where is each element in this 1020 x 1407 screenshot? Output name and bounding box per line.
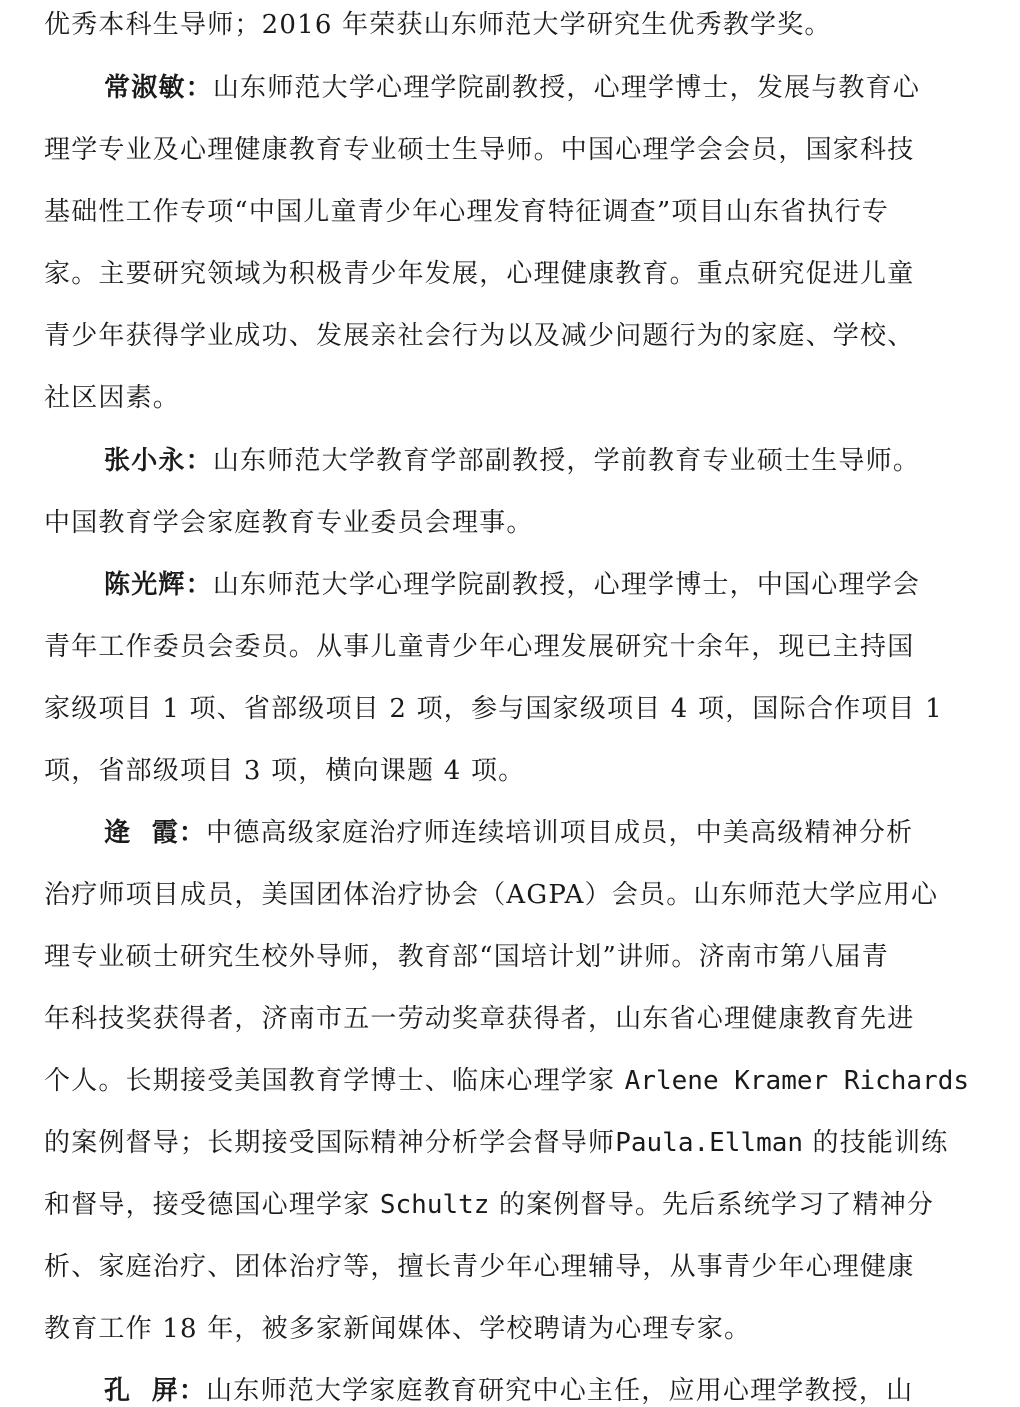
text-line: 年科技奖获得者，济南市五一劳动奖章获得者，山东省心理健康教育先进: [44, 1004, 915, 1034]
bio-paragraph-start: [104, 75, 920, 101]
person-name: 常淑敏：: [104, 73, 213, 103]
bio-paragraph-start: [104, 448, 920, 474]
person-name: 逄 霞：: [104, 818, 207, 848]
text-segment: 的技能训练: [803, 1128, 949, 1158]
bio-text: 中德高级家庭治疗师连续培训项目成员，中美高级精神分析: [206, 818, 914, 848]
person-name: 陈光辉：: [104, 570, 213, 600]
text-line: 家。主要研究领域为积极青少年发展，心理健康教育。重点研究促进儿童: [44, 259, 915, 289]
text-line: [44, 1130, 949, 1156]
bio-paragraph-start: [104, 820, 913, 846]
bio-text: 山东师范大学心理学院副教授，心理学博士，中国心理学会: [212, 570, 921, 600]
text-line: 家级项目 1 项、省部级项目 2 项，参与国家级项目 4 项，国际合作项目 1: [44, 694, 943, 724]
bio-paragraph-start: [104, 1378, 913, 1404]
bio-paragraph-start: [104, 572, 920, 598]
text-line: 理学专业及心理健康教育专业硕士生导师。中国心理学会会员，国家科技: [44, 135, 915, 165]
latin-name: Paula.Ellman: [615, 1128, 804, 1158]
bio-text: 山东师范大学家庭教育研究中心主任，应用心理学教授，山: [206, 1376, 914, 1406]
text-segment: 个人。长期接受美国教育学博士、临床心理学家: [44, 1066, 625, 1096]
text-segment: 的案例督导。先后系统学习了精神分: [489, 1190, 935, 1220]
bio-text: 山东师范大学教育学部副教授，学前教育专业硕士生导师。: [212, 446, 921, 476]
person-name: 张小永：: [104, 446, 213, 476]
text-line: 治疗师项目成员，美国团体治疗协会（AGPA）会员。山东师范大学应用心: [44, 880, 939, 910]
text-line: [44, 1192, 934, 1218]
text-segment: 的案例督导；长期接受国际精神分析学会督导师: [44, 1128, 616, 1158]
text-line: 基础性工作专项“中国儿童青少年心理发育特征调查”项目山东省执行专: [44, 197, 889, 227]
text-line: 理专业硕士研究生校外导师，教育部“国培计划”讲师。济南市第八届青: [44, 942, 889, 972]
text-line: [44, 1068, 969, 1094]
person-name: 孔 屏：: [104, 1376, 207, 1406]
text-line: 析、家庭治疗、团体治疗等，擅长青少年心理辅导，从事青少年心理健康: [44, 1252, 915, 1282]
latin-name: Arlene Kramer Richards: [624, 1066, 970, 1096]
text-line: 优秀本科生导师；2016 年荣获山东师范大学研究生优秀教学奖。: [44, 10, 832, 40]
text-line: 项，省部级项目 3 项，横向课题 4 项。: [44, 756, 526, 786]
text-line: 青少年获得学业成功、发展亲社会行为以及减少问题行为的家庭、学校、: [44, 321, 915, 351]
text-line: 社区因素。: [44, 383, 181, 413]
text-line: 青年工作委员会委员。从事儿童青少年心理发展研究十余年，现已主持国: [44, 632, 915, 662]
text-segment: 和督导，接受德国心理学家: [44, 1190, 380, 1220]
text-line: 教育工作 18 年，被多家新闻媒体、学校聘请为心理专家。: [44, 1314, 752, 1344]
bio-text: 山东师范大学心理学院副教授，心理学博士，发展与教育心: [212, 73, 921, 103]
latin-name: Schultz: [379, 1190, 490, 1220]
text-line: 中国教育学会家庭教育专业委员会理事。: [44, 508, 534, 538]
